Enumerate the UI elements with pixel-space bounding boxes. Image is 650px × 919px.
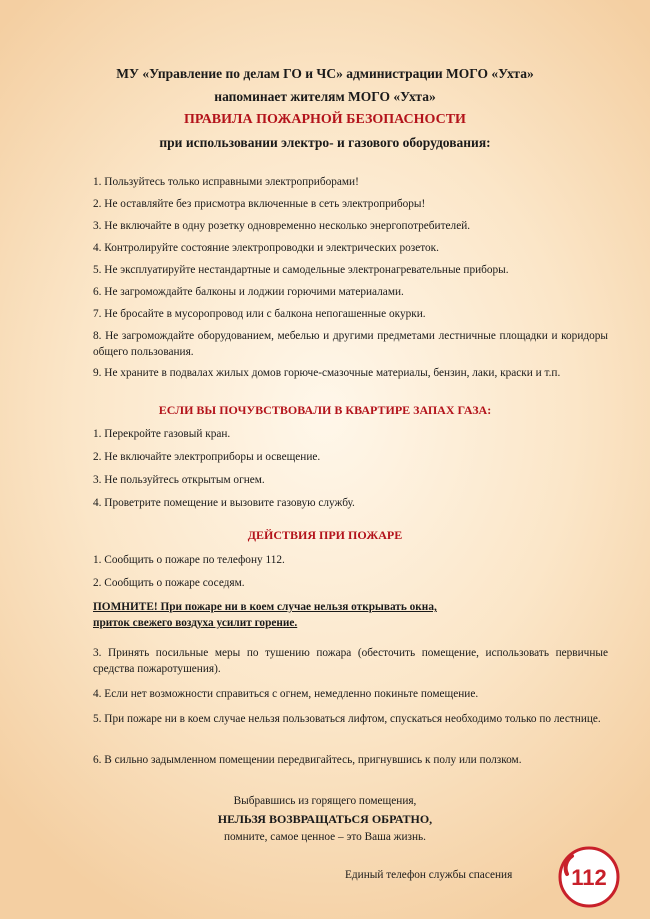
fire-warning-line2: приток свежего воздуха усилит горение.	[93, 617, 298, 629]
header-reminder: напоминает жителям МОГО «Ухта»	[214, 89, 436, 104]
rule-item: 4. Контролируйте состояние электропроводки и электрических розеток.	[93, 242, 439, 254]
rule-item: 7. Не бросайте в мусоропровод или с балкона непогашенные окурки.	[93, 308, 426, 320]
fire-item: 2. Сообщить о пожаре соседям.	[93, 577, 245, 589]
fire-section-title: ДЕЙСТВИЯ ПРИ ПОЖАРЕ	[247, 528, 403, 542]
fire-item: 5. При пожаре ни в коем случае нельзя пользоваться лифтом, спускаться необходимо только по лестнице.	[93, 713, 601, 725]
rule-item: 9. Не храните в подвалах жилых домов горюче-смазочные материалы, бензин, лаки, краски и т.п.	[93, 367, 561, 379]
gas-item: 1. Перекройте газовый кран.	[93, 428, 231, 440]
fire-warning-line1: ПОМНИТЕ! При пожаре ни в коем случае нельзя открывать окна,	[93, 601, 437, 613]
footer-line1: Выбравшись из горящего помещения,	[233, 795, 417, 807]
fire-item: 6. В сильно задымленном помещении передвигайтесь, пригнувшись к полу или ползком.	[93, 754, 522, 766]
fire-item: 1. Сообщить о пожаре по телефону 112.	[93, 554, 285, 566]
gas-section-title: ЕСЛИ ВЫ ПОЧУВСТВОВАЛИ В КВАРТИРЕ ЗАПАХ ГАЗА:	[158, 403, 492, 417]
gas-item: 2. Не включайте электроприборы и освещение.	[93, 451, 321, 463]
rule-item: 6. Не загромождайте балконы и лоджии горючими материалами.	[93, 286, 404, 298]
fire-warning	[93, 599, 608, 631]
footer-line3: помните, самое ценное – это Ваша жизнь.	[223, 831, 427, 843]
rule-item: 8. Не загромождайте оборудованием, мебелью и другими предметами лестничные площадки и коридоры общего пользования.	[93, 330, 608, 358]
gas-item: 3. Не пользуйтесь открытым огнем.	[93, 474, 265, 486]
gas-item: 4. Проветрите помещение и вызовите газовую службу.	[93, 497, 355, 509]
logo-number: 112	[571, 865, 607, 890]
rule-item: 5. Не эксплуатируйте нестандартные и самодельные электронагревательные приборы.	[93, 264, 509, 276]
footer-warning: НЕЛЬЗЯ ВОЗВРАЩАТЬСЯ ОБРАТНО,	[217, 812, 433, 826]
emergency-112-logo	[558, 846, 620, 908]
fire-item: 3. Принять посильные меры по тушению пожара (обесточить помещение, использовать первичные средства пожаротушения).	[93, 647, 608, 675]
rule-item: 1. Пользуйтесь только исправными электроприборами!	[93, 176, 359, 188]
page-subtitle: при использовании электро- и газового оборудования:	[159, 135, 491, 150]
page-title: ПРАВИЛА ПОЖАРНОЙ БЕЗОПАСНОСТИ	[184, 112, 466, 127]
rule-item: 3. Не включайте в одну розетку одновременно несколько энергопотребителей.	[93, 220, 471, 232]
header-organization: МУ «Управление по делам ГО и ЧС» администрации МОГО «Ухта»	[116, 66, 534, 81]
rescue-phone-label: Единый телефон службы спасения	[345, 869, 513, 881]
fire-item: 4. Если нет возможности справиться с огнем, немедленно покиньте помещение.	[93, 688, 479, 700]
rule-item: 2. Не оставляйте без присмотра включенные в сеть электроприборы!	[93, 198, 426, 210]
